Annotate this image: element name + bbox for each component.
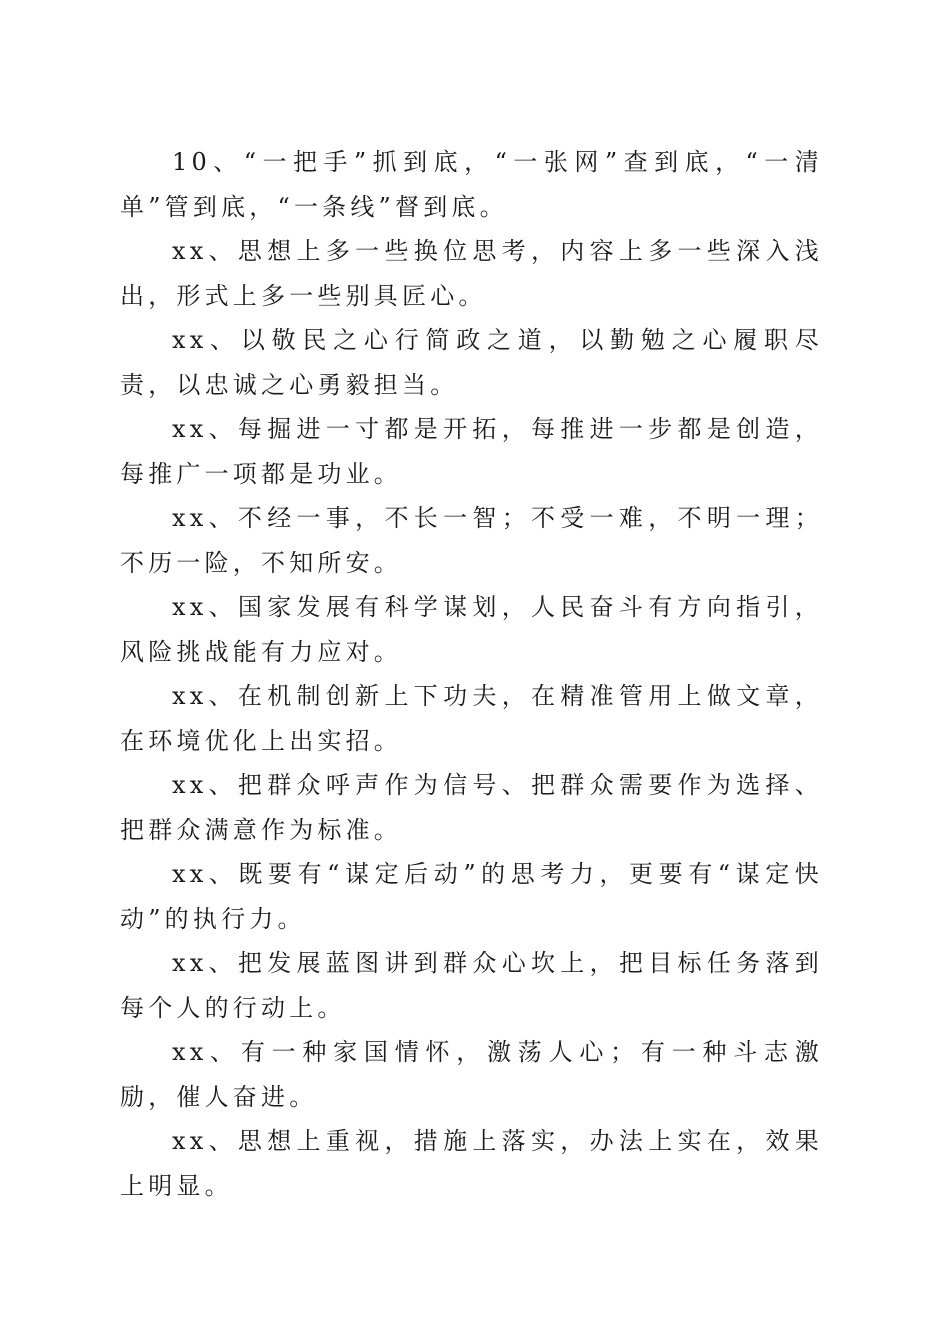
paragraph-7: xx、在机制创新上下功夫，在精准管用上做文章，在环境优化上出实招。 <box>120 682 823 755</box>
paragraph-3: xx、以敬民之心行简政之道，以勤勉之心履职尽责，以忠诚之心勇毅担当。 <box>120 326 823 399</box>
paragraph-5: xx、不经一事，不长一智；不受一难，不明一理；不历一险，不知所安。 <box>120 504 823 577</box>
paragraph-12: xx、思想上重视，措施上落实，办法上实在，效果上明显。 <box>120 1127 823 1200</box>
paragraph-2: xx、思想上多一些换位思考，内容上多一些深入浅出，形式上多一些别具匠心。 <box>120 237 823 310</box>
paragraph-6: xx、国家发展有科学谋划，人民奋斗有方向指引，风险挑战能有力应对。 <box>120 593 823 666</box>
paragraph-10: xx、把发展蓝图讲到群众心坎上，把目标任务落到每个人的行动上。 <box>120 949 823 1022</box>
paragraph-4: xx、每掘进一寸都是开拓，每推进一步都是创造，每推广一项都是功业。 <box>120 415 823 488</box>
paragraph-1: 10、“一把手”抓到底，“一张网”查到底，“一清单”管到底，“一条线”督到底。 <box>120 148 823 221</box>
paragraph-11: xx、有一种家国情怀，激荡人心；有一种斗志激励，催人奋进。 <box>120 1038 823 1111</box>
document-body <box>120 140 823 1208</box>
paragraph-8: xx、把群众呼声作为信号、把群众需要作为选择、把群众满意作为标准。 <box>120 771 823 844</box>
paragraph-9: xx、既要有“谋定后动”的思考力，更要有“谋定快动”的执行力。 <box>120 860 823 933</box>
